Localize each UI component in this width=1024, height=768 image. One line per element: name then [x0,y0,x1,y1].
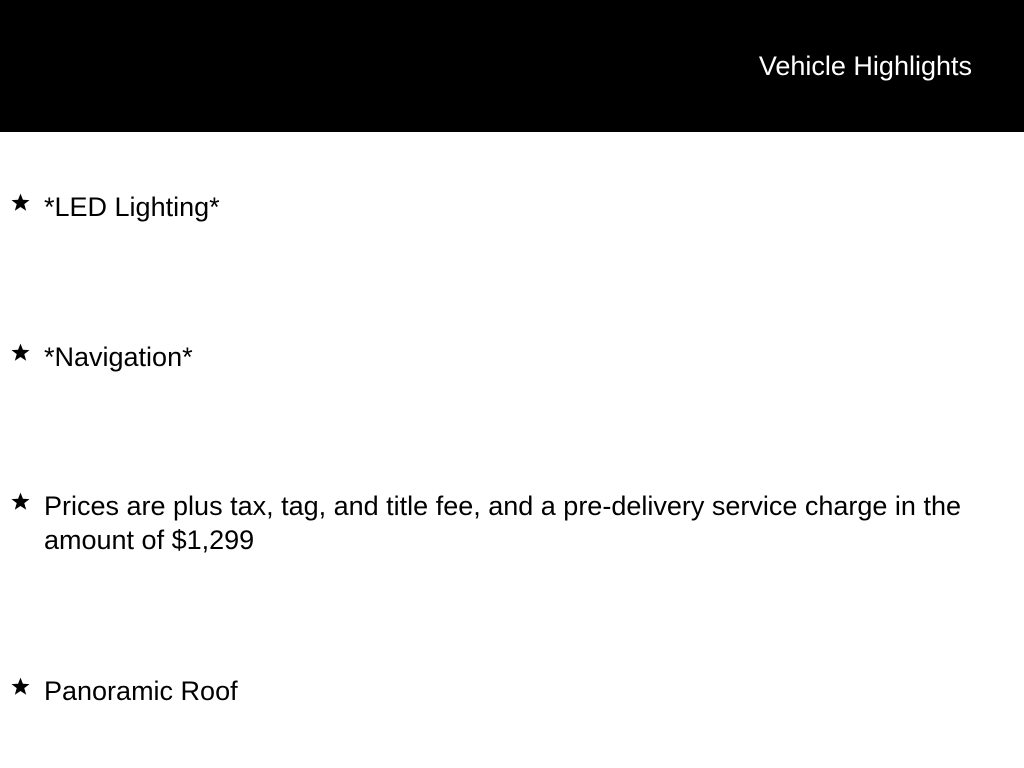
list-item [10,489,1000,557]
list-item [10,674,1000,708]
star-icon [10,491,34,515]
list-item-label: *LED Lighting* [44,192,220,222]
star-icon [10,192,34,216]
star-icon [10,676,34,700]
list-item-label: Prices are plus tax, tag, and title fee, and a pre-delivery service charge in the amount of $1,299 [44,491,961,555]
list-item [10,190,1000,224]
star-icon [10,342,34,366]
page-title: Vehicle Highlights [758,51,972,81]
list-item [10,340,1000,374]
list-item-label: *Navigation* [44,342,193,372]
list-item-label: Panoramic Roof [44,676,238,706]
